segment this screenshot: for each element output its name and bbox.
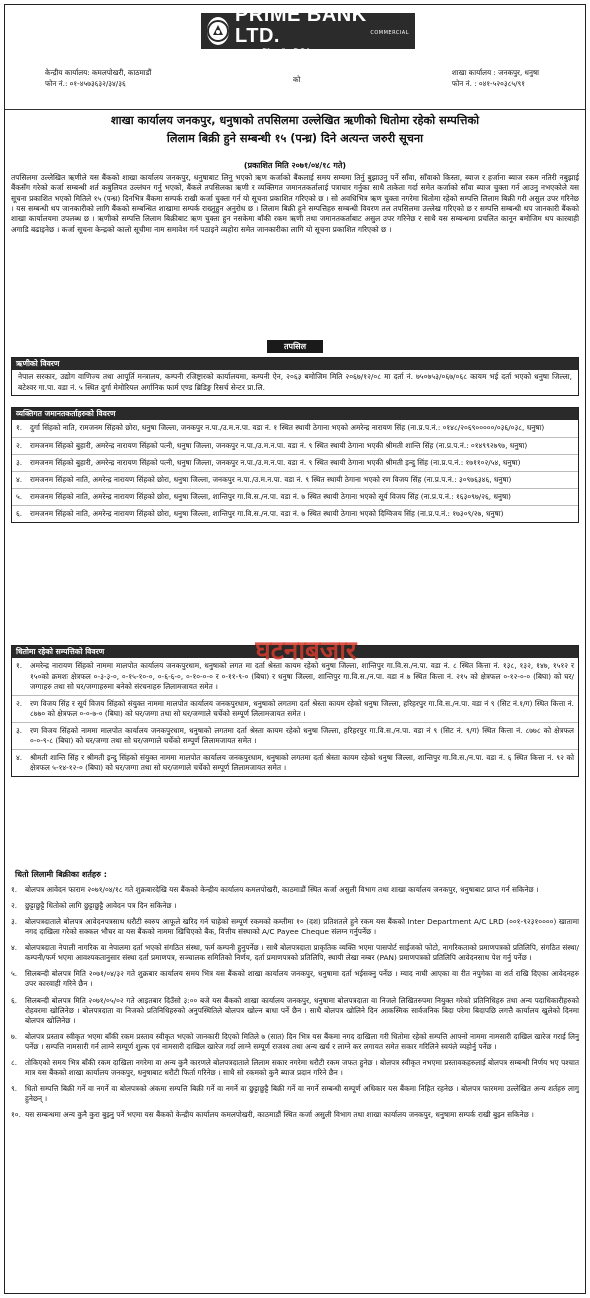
head-office-address: केन्द्रीय कार्यालय: कमलपोखरी, काठमाडौं <box>45 68 152 77</box>
collateral-item-text: रण विजय सिंहको नाममा मालपोत कार्यालय जनकपुरधाम, धनुषाको लगतमा दर्ता श्रेस्ता कायम रहेको धनुषा जिल्ला, हरिहरपुर गा.वि.स./न.पा. वडा नं ९ (सिट नं. ९/ग) स्थित कित्ता नं. ८७७८ को क्षेत्रफल ०-०-९-८ (बिघा) को घर/जग्गा तथा सो घर/जग्गाले चर्चेको सम्पूर्ण लिलामजायत समेत । <box>30 725 574 745</box>
bank-logo <box>201 4 415 58</box>
notice-title-line1: शाखा कार्यालय जनकपुर, धनुषाको तपसिलमा उल्लेखित ऋणीको धितोमा रहेको सम्पत्तिको <box>110 114 480 127</box>
collateral-item <box>12 658 578 694</box>
brand-nepali: प्राइम कमर्सियल बैंक लिमिटेड <box>235 48 315 58</box>
condition-item-text: बोलपत्रदाता नेपाली नागरिक वा नेपालमा दर्ता भएको संगठित संस्था, फर्म कम्पनी हुनुपर्नेछ । साथै बोलपत्रदाता प्राकृतिक व्यक्ति भएमा पासपोर्ट साईजको फोटो, नागरिकताको प्रमाणपत्रको प्रतिलिपि, संगठित संस्था/कम्पनी/फर्म भएमा आवश्यकतानुसार संस्था दर्ता प्रमाणपत्र, सञ्चालक समितिको निर्णय, दर्ता प्रमाणपत्रको प्रतिलिपि, स्थायी लेखा नम्बर (PAN) प्रमाणपत्रको प्रतिलिपि आवेदनसाथ पेश गर्नु पर्नेछ । <box>25 943 579 963</box>
guarantor-item-text: रामजनम सिंहको बुहारी, अमरेन्द्र नारायण सिंहको पत्नी, धनुषा जिल्ला, जनकपुर न.पा./उ.म.न.पा. वडा नं. ९ स्थित स्थायी ठेगाना भएकी श्रीमती इन्दु सिंह (ना.प्र.प.नं.: १७११०२/५४, धनुषा) <box>30 457 521 467</box>
condition-item-number: ५. <box>11 969 18 979</box>
guarantor-item <box>12 471 578 488</box>
head-office-info <box>45 67 151 89</box>
collateral-item-number: २. <box>16 698 23 708</box>
collateral-heading: धितोमा रहेको सम्पत्तिको विवरण <box>12 646 578 658</box>
condition-item-text: सिलबन्दी बोलपत्र मिति २०७१/०५/०२ गते आइतबार दिउँसो ३:०० बजे यस बैंकको शाखा कार्यालय जनकपुर, धनुषामा बोलपत्रदाता वा निजले लिखितरुपमा नियुक्त गरेको प्रतिनिधिहरु तथा अन्य पदाधिकारीहरुको रोहवरमा खोलिनेछ । बोलपत्रदाता वा निजको प्रतिनिधिहरुको अनुपस्थितिले बोलपत्र खोल्न बाधा पर्ने छैन । साथै बोलपत्र खोलिने दिन आकस्मिक सार्वजनिक बिदा परेमा बिदापछि लगत्तै कार्यालय खुलेको दिनमा बोलपत्र खोलिनेछ । <box>25 995 579 1025</box>
condition-item-number: १. <box>11 885 18 894</box>
collateral-item <box>12 749 578 776</box>
condition-item <box>11 943 579 963</box>
collateral-item <box>12 695 578 722</box>
guarantor-item-number: ३. <box>16 457 23 467</box>
guarantors-heading: व्यक्तिगत जमानतकर्ताहरुको विवरण <box>12 408 578 420</box>
publication-date: (प्रकाशित मिति २०७१/०४/१८ गते) <box>243 161 347 170</box>
watermark-text: घटनाबजार <box>255 636 357 666</box>
header-connector: को <box>293 75 301 84</box>
guarantor-item-number: ६. <box>16 508 23 518</box>
guarantor-item-number: ४. <box>16 474 23 484</box>
guarantor-item <box>12 454 578 471</box>
guarantor-item <box>12 488 578 505</box>
condition-item <box>11 1084 579 1104</box>
condition-item <box>11 1058 579 1078</box>
condition-item-number: ४. <box>11 943 18 953</box>
conditions-list <box>11 885 579 1126</box>
notice-title <box>5 109 585 155</box>
collateral-item <box>12 722 578 749</box>
condition-item-number: ८. <box>11 1057 18 1067</box>
condition-item <box>11 917 579 937</box>
condition-item <box>11 996 579 1026</box>
conditions-heading: धितो लिलामी बिक्रीका शर्तहरु : <box>15 870 107 879</box>
condition-item-text: बोलपत्र आवेदन फाराम २०७१/०४/१८ गते शुक्रबारदेखि यस बैंकको केन्द्रीय कार्यालय कमलपोखरी, काठमाडौं स्थित कर्जा असुली विभाग तथा शाखा कार्यालय जनकपुर, धनुषाबाट प्राप्त गर्न सकिनेछ । <box>25 885 539 894</box>
collateral-list <box>12 658 578 776</box>
guarantor-item-text: रामजनम सिंहको नाति, अमरेन्द्र नारायण सिंहको छोरा, धनुषा जिल्ला, शान्तिपुर गा.वि.स./न.पा. वडा नं. ७ स्थित स्थायी ठेगाना भएको सूर्य विजय सिंह (ना.प्र.प.नं.: १६३०९७/२६, धनुषा) <box>30 491 511 501</box>
guarantor-item-text: रामजनम सिंहको नाति, अमरेन्द्र नारायण सिंहको छोरा, धनुषा जिल्ला, शान्तिपुर गा.वि.स./न.पा. वडा नं. ७ स्थित स्थायी ठेगाना भएको दिग्विजय सिंह (ना.प्र.प.नं.: १७३०९/२७, धनुषा) <box>30 508 504 518</box>
condition-item-text: धितो सम्पत्ति बिक्री गर्ने वा नगर्ने वा बोलपत्रको अंकमा सम्पत्ति बिक्री गर्ने वा नगर्ने वा छुट्टाछुट्टै बिक्री गर्ने वा नगर्ने सम्बन्धी सम्पूर्ण अधिकार यस बैंकमा निहित रहनेछ । बोलपत्र फारममा उल्लेखित अन्य शर्तहरु लागु हुनेछन् । <box>25 1083 579 1103</box>
guarantor-list <box>12 420 578 521</box>
guarantor-item <box>12 437 578 454</box>
condition-item-number: ९. <box>11 1083 18 1093</box>
notice-page <box>4 4 586 1294</box>
condition-item-text: बोलपत्रदाताले बोलपत्र आवेदनपत्रसाथ धरौटी स्वरुप आफूले खरिद गर्न चाहेको सम्पूर्ण रकमको कम्तीमा १० (दश) प्रतिशतले हुने रकम यस बैंकको Inter Department A/C LRD (००१-९२३१००००) खातामा नगद दाखिला गरेको सक्कल भौचर वा यस बैंकको नाममा खिचिएको बैंक, वित्तीय संस्थाको A/C Payee Cheque संलग्न गर्नुपर्नेछ । <box>25 917 579 937</box>
borrower-heading: ऋणीको विवरण <box>12 358 578 370</box>
condition-item-number: ७. <box>11 1031 18 1041</box>
collateral-item-text: श्रीमती शान्ति सिंह र श्रीमती इन्दु सिंहको संयुक्त नाममा मालपोत कार्यालय जनकपुरधाम, धनुषाको लगतमा दर्ता श्रेस्ता कायम रहेको धनुषा जिल्ला, शान्तिपुर गा.वि.स./न.पा. वडा नं. ६ स्थित कित्ता नं. ९२ को क्षेत्रफल ५-१४-१२-० (बिघा) को घर/जग्गा तथा सो घर/जग्गाले चर्चेको सम्पूर्ण लिलामजायत समेत । <box>30 752 574 772</box>
collateral-item-text: अमरेन्द्र नारायण सिंहको नाममा मालपोत कार्यालय जनकपुरधाम, धनुषाको लगत मा दर्ता श्रेस्ता कायम रहेको धनुषा जिल्ला, शान्तिपुर गा.वि.स./न.पा. वडा नं. ८ स्थित कित्ता नं. १३८, १३२, १४७, १५१२ र १५०को क्रमशः क्षेत्रफल ०-३-३-०, ०-१५-१०-०, ०-६-६-०, ०-१०-०-० र ०-११-९-० (बिघा) र धनुषा जिल्ला, शान्तिपुर गा.वि.स./न.पा. वडा नं ७ स्थित कित्ता नं. २१५ को क्षेत्रफल ०-१२-०-० (बिघा) को घर/जग्गाहरु तथा सो घर/जग्गाहरुमा बनेको संरचनाहरु लिलामजायत समेत । <box>30 661 574 691</box>
guarantor-item-text: दुर्गा सिंहको नाति, रामजनम सिंहको छोरा, धनुषा जिल्ला, जनकपुर न.पा./उ.म.न.पा. वडा नं. १ स्थित स्थायी ठेगाना भएको अमरेन्द्र नारायण सिंह (ना.प्र.प.नं.: ०१४८/२०६९०००००/०३६/०३८, धनुषा) <box>30 423 545 433</box>
condition-item-number: २. <box>11 901 18 911</box>
branch-phone: फोन नं. : ०४१-५२०३८५/९१ <box>451 79 525 89</box>
guarantor-item-number: २. <box>16 440 23 450</box>
condition-item <box>11 1110 579 1120</box>
collateral-item-text: रण विजय सिंह र सूर्य विजय सिंहको संयुक्त नाममा मालपोत कार्यालय जनकपुरधाम, धनुषाको लगतमा दर्ता श्रेस्ता कायम रहेको धनुषा जिल्ला, हरिहरपुर गा.वि.स./न.पा. वडा नं ९ (सिट नं.१/ग) स्थित कित्ता नं. ८७७० को क्षेत्रफल ०-०-७-० (बिघा) को घर/जग्गा तथा सो घर/जग्गाले चर्चेको सम्पूर्ण लिलामजायत समेत । <box>30 698 574 718</box>
notice-title-line2: लिलाम बिक्री हुने सम्बन्धी १५ (पन्ध्र) दिने अत्यन्त जरुरी सूचना <box>166 131 424 145</box>
collateral-item-number: ४. <box>16 752 23 762</box>
collateral-item-number: ३. <box>16 725 23 735</box>
condition-item-text: छुट्टाछुट्टै धितोको लागि छुट्टाछुट्टै आवेदन पत्र दिन सकिनेछ । <box>25 901 177 911</box>
tapsil-label: तपसिल <box>267 340 323 353</box>
head-office-phone: फोन नं.: ०१-४५७३६३२/३४/३६ <box>45 79 126 89</box>
guarantor-item-text: रामजनम सिंहको नाति, अमरेन्द्र नारायण सिंहको छोरा, धनुषा जिल्ला, जनकपुर न.पा./उ.म.न.पा. वडा नं. ९ स्थित स्थायी ठेगाना भएको रण विजय सिंह (ना.प्र.प.नं.: ३०९७६३४६, धनुषा) <box>30 474 512 484</box>
condition-item <box>11 969 579 989</box>
condition-item-number: ६. <box>11 995 18 1005</box>
collateral-item-number: १. <box>16 661 23 671</box>
guarantor-item <box>12 505 578 522</box>
branch-address: शाखा कार्यालय : जनकपुर, धनुषा <box>451 68 539 77</box>
condition-item-text: यस सम्बन्धमा अन्य कुनै कुरा बुझ्नु पर्ने भएमा यस बैंकको केन्द्रीय कार्यालय कमलपोखरी, काठमाडौं स्थित कर्जा असुली विभाग तथा शाखा कार्यालय जनकपुर, धनुषामा सम्पर्क राखी बुझ्न सकिनेछ । <box>25 1110 534 1120</box>
guarantors-section <box>11 407 579 523</box>
guarantor-item-number: १. <box>16 423 23 433</box>
brand-name: PRiME BANK LTD. <box>235 4 367 48</box>
condition-item-text: सिलबन्दी बोलपत्र मिति २०७१/०४/३२ गते शुक्रबार कार्यालय समय भित्र यस बैंकको शाखा कार्यालय जनकपुर, धनुषामा दर्ता भईसक्नु पर्नेछ । म्याद नाघी आएका वा रीत नपुगेका वा शर्त राखि दिएका आवेदनहरु उपर कारवाही गरिने छैन । <box>25 969 579 989</box>
condition-item <box>11 885 579 895</box>
condition-item <box>11 1032 579 1052</box>
branch-office-info <box>452 67 539 89</box>
guarantor-item-text: रामजनम सिंहको बुहारी, अमरेन्द्र नारायण सिंहको पत्नी, धनुषा जिल्ला, जनकपुर न.पा./उ.म.न.पा. वडा नं. ९ स्थित स्थायी ठेगाना भएकी श्रीमती शान्ति सिंह (ना.प्र.प.नं.: ०१४९९२७९७, धनुषा) <box>30 440 528 450</box>
bank-emblem-icon <box>207 17 229 45</box>
condition-item <box>11 901 579 911</box>
collateral-section <box>11 645 579 777</box>
guarantor-item-number: ५. <box>16 491 23 501</box>
condition-item-number: ३. <box>11 917 18 927</box>
guarantor-item <box>12 420 578 436</box>
condition-item-text: तोकिएको समय भित्र बाँकी रकम दाखिला नगरेमा वा अन्य कुनै कारणले बोलपत्रदाताले लिलाम सकार नगरेमा धरौटी रकम जफत हुनेछ । बोलपत्र स्वीकृत नभएमा प्रस्तावकहरुलाई बोलपत्र सम्बन्धी निर्णय भए पश्चात मात्र यस बैंकको शाखा कार्यालय जनकपुर, धनुषाबाट धरौटी फिर्ता गरिनेछ । साथै सो रकमको कुनै ब्याज प्रदान गरिने छैन । <box>25 1057 579 1077</box>
intro-paragraph: तपसिलमा उल्लेखित ऋणीले यस बैंकको शाखा कार्यालय जनकपुर, धनुषाबाट लिनु भएको ऋण कर्जाको बैंकलाई समय सम्यमा तिर्नु बुझाउनु पर्ने साँवा, साँवाको किस्ता, ब्याज र हर्जाना ब्याज रकम नतिरी नबुझाई बैंकसँग गरेको कर्जा सम्बन्धी शर्त कबुलियत उल्लंघन गर्नु भएको, बैंकले तपसिलका ऋणी र व्यक्तिगत जमानतकर्तालाई पत्राचार गर्नुका साथै ताकेता गर्दा समेत कर्जाको साँवा ब्याज चुक्ता गर्न आउनु नभएकोले यस सूचना प्रकाशित भएको मितिले १५ (पन्ध्र) दिनभित्र बैंकमा सम्पर्क राखी कर्जा चुक्ता गर्न यो सूचना प्रकाशित गरिएको छ । सो अवधिभित्र ऋण चुक्ता नगरेमा धितोमा रहेको सम्पत्ति लिलाम बिक्री गरी असुल उपर गरिनेछ । यस सम्बन्धी थप जानकारीको लागि बैंकको सम्बन्धित शाखामा सम्पर्क राख्नुहुन अनुरोध छ । लिलाम बिक्री हुने सम्पत्तिहरु सम्बन्धी विवरण तल तपसिलमा उल्लेख गरिएको छ र सम्पत्ति सम्बन्धी थप जानकारी बैंकको शाखा कार्यालयमा उपलब्ध छ । ऋणीको सम्पत्ति लिलाम बिक्रीबाट ऋण चुक्ता हुन नसकेमा बाँकी रकम ऋणी तथा जमानतकर्ताबाट असुल उपर गरिनेछ र साथै यस सम्बन्धमा प्रचलित कानून बमोजिम थप कारबाही अगाडि बढाइनेछ । कर्जा सूचना केन्द्रको कालो सूचीमा नाम समावेश गर्न पठाइने व्यहोरा समेत जानकारीका लागि यो सूचना प्रकाशित गरिएको छ । <box>11 173 579 234</box>
condition-item-number: १०. <box>11 1110 21 1120</box>
condition-item-text: बोलपत्र प्रस्ताव स्वीकृत भएमा बाँकी रकम प्रस्ताव स्वीकृत भएको जानकारी दिएको मितिले ७ (सात) दिन भित्र यस बैंकमा नगद दाखिला गरी धितोमा रहेको सम्पत्ति आफ्नो नाममा नामसारी दाखिल खारेज गराई लिनु पर्नेछ । सम्पत्ति नामसारी गर्न लाग्ने सम्पूर्ण शुल्क एवं नामसारी दाखिल खारेज गर्दा लाग्ने सम्पूर्ण राजश्व तथा अन्य खर्च र लाग्ने कर लगायत समेत सकार गरिलिने स्वयंले व्यहोर्नु पर्नेछ । <box>25 1031 579 1051</box>
brand-commercial: COMMERCIAL <box>370 29 409 36</box>
borrower-section <box>11 357 579 396</box>
borrower-text: नेपाल सरकार, उद्योग वाणिज्य तथा आपूर्ति मन्त्रालय, कम्पनी रजिष्ट्रारको कार्यालयमा, कम्पनी ऐन, २०६३ बमोजिम मिति २०६७/१२/०८ मा दर्ता नं. ७५०७५३/०६७/०६८ कायम भई दर्ता भएको धनुषा जिल्ला, बटेश्वर गा.पा. वडा नं. ५ स्थित दुर्गा मेमोरियल अर्गानिक फार्म एण्ड ब्रिडिङ्ग रिसर्च सेन्टर प्रा.लि. <box>18 372 572 392</box>
